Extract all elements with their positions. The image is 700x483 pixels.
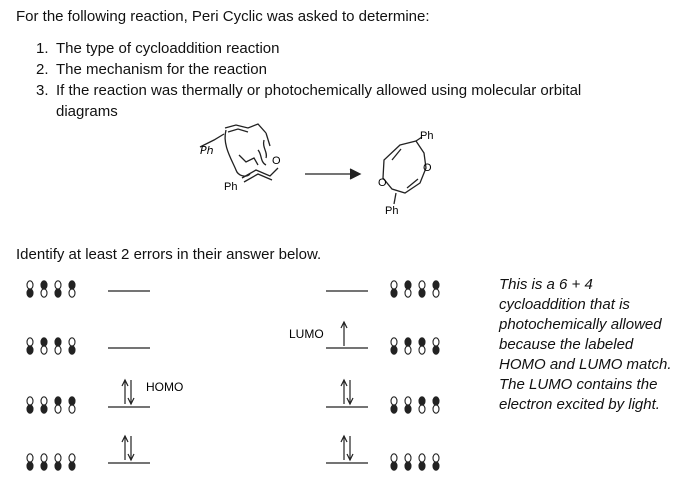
answer-explanation: This is a 6 + 4 cycloaddition that is photochemically allowed because the labeled HOMO and LUMO match. The LUMO contains the electron excited by light. xyxy=(499,276,672,413)
item-text: The mechanism for the reaction xyxy=(56,61,267,78)
electron-pair xyxy=(341,380,353,404)
reactant-o-label: O xyxy=(272,155,281,167)
lumo-label: LUMO xyxy=(289,327,324,341)
right-orbital-set-3 xyxy=(391,397,439,413)
reactant-ph-label-lower: Ph xyxy=(224,181,238,193)
left-orbital-set-4 xyxy=(27,454,75,470)
question-title: For the following reaction, Peri Cyclic was asked to determine: xyxy=(16,8,430,25)
product-o-right: O xyxy=(423,162,432,174)
right-orbital-set-4 xyxy=(391,454,439,470)
prompt-text: Identify at least 2 errors in their answer below. xyxy=(16,246,322,263)
reactant-ph-label: Ph xyxy=(200,144,214,157)
left-orbital-set-3 xyxy=(27,397,75,413)
item-text: If the reaction was thermally or photochemically allowed using molecular orbital diagrams xyxy=(56,82,582,120)
product-o-left: O xyxy=(378,177,387,189)
electron-pair xyxy=(122,380,134,404)
right-orbital-set-2 xyxy=(391,338,439,354)
product-ph-bottom: Ph xyxy=(385,205,399,217)
electron-pair xyxy=(122,436,134,460)
left-orbital-set-1 xyxy=(27,281,75,297)
homo-label: HOMO xyxy=(146,380,184,394)
single-electron xyxy=(341,322,347,346)
electron-pair xyxy=(341,436,353,460)
left-orbital-set-2 xyxy=(27,338,75,354)
item-text: The type of cycloaddition reaction xyxy=(56,40,280,57)
product-ph-top: Ph xyxy=(420,130,434,142)
right-orbital-set-1 xyxy=(391,281,439,297)
item-number: 3. xyxy=(36,82,49,99)
item-number: 2. xyxy=(36,61,49,78)
item-number: 1. xyxy=(36,40,49,57)
